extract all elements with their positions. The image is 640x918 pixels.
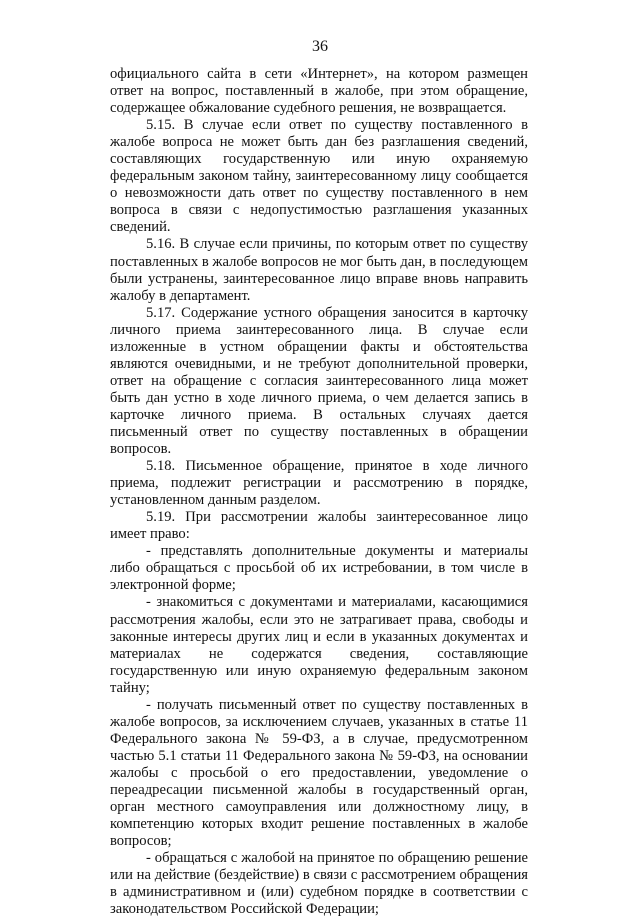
- paragraph-5-19: 5.19. При рассмотрении жалобы заинтересованное лицо имеет право:: [110, 509, 528, 543]
- paragraph-5-17: 5.17. Содержание устного обращения заносится в карточку личного приема заинтересованного лица. В случае если изложенные в устном обращении факты и обстоятельства являются очевидными, и не требуют дополнительной проверки, ответ на обращение с согласия заинтересованного лица может быть дан устно в ходе личного приема, о чем делается запись в карточке личного приема. В остальных случаях дается письменный ответ по существу поставленных в обращении вопросов.: [110, 304, 528, 458]
- paragraph-5-15: 5.15. В случае если ответ по существу поставленного в жалобе вопроса не может быть дан без разглашения сведений, составляющих государственную или иную охраняемую федеральным законом тайну, заинтересованному лицу сообщается о невозможности дать ответ по существу поставленного в нем вопроса в связи с недопустимостью разглашения указанных сведений.: [110, 117, 528, 236]
- page-number: 36: [312, 38, 328, 55]
- list-item-submit-documents: - представлять дополнительные документы и материалы либо обращаться с просьбой об их истребовании, в том числе в электронной форме;: [110, 543, 528, 594]
- paragraph-continuation: официального сайта в сети «Интернет», на котором размещен ответ на вопрос, поставленный в жалобе, при этом обращение, содержащее обжалование судебного решения, не возвращается.: [110, 66, 528, 117]
- document-body: [110, 66, 528, 918]
- list-item-review-materials: - знакомиться с документами и материалами, касающимися рассмотрения жалобы, если это не затрагивает права, свободы и законные интересы других лиц и если в указанных документах и материалах не содержатся сведения, составляющие государственную или иную охраняемую федеральным законом тайну;: [110, 594, 528, 696]
- list-item-appeal-decision: - обращаться с жалобой на принятое по обращению решение или на действие (бездействие) в связи с рассмотрением обращения в административном и (или) судебном порядке в соответствии с законодательством Российской Федерации;: [110, 850, 528, 918]
- paragraph-5-18: 5.18. Письменное обращение, принятое в ходе личного приема, подлежит регистрации и рассмотрению в порядке, установленном данным разделом.: [110, 458, 528, 509]
- paragraph-5-16: 5.16. В случае если причины, по которым ответ по существу поставленных в жалобе вопросов не мог быть дан, в последующем были устранены, заинтересованное лицо вправе вновь направить жалобу в департамент.: [110, 236, 528, 304]
- list-item-receive-answer: - получать письменный ответ по существу поставленных в жалобе вопросов, за исключением случаев, указанных в статье 11 Федерального закона № 59-ФЗ, а в случае, предусмотренном частью 5.1 статьи 11 Федерального закона № 59-ФЗ, на основании жалобы с просьбой о его предоставлении, уведомление о переадресации письменной жалобы в государственный орган, орган местного самоуправления или должностному лицу, в компетенцию которых входит решение поставленных в жалобе вопросов;: [110, 696, 528, 850]
